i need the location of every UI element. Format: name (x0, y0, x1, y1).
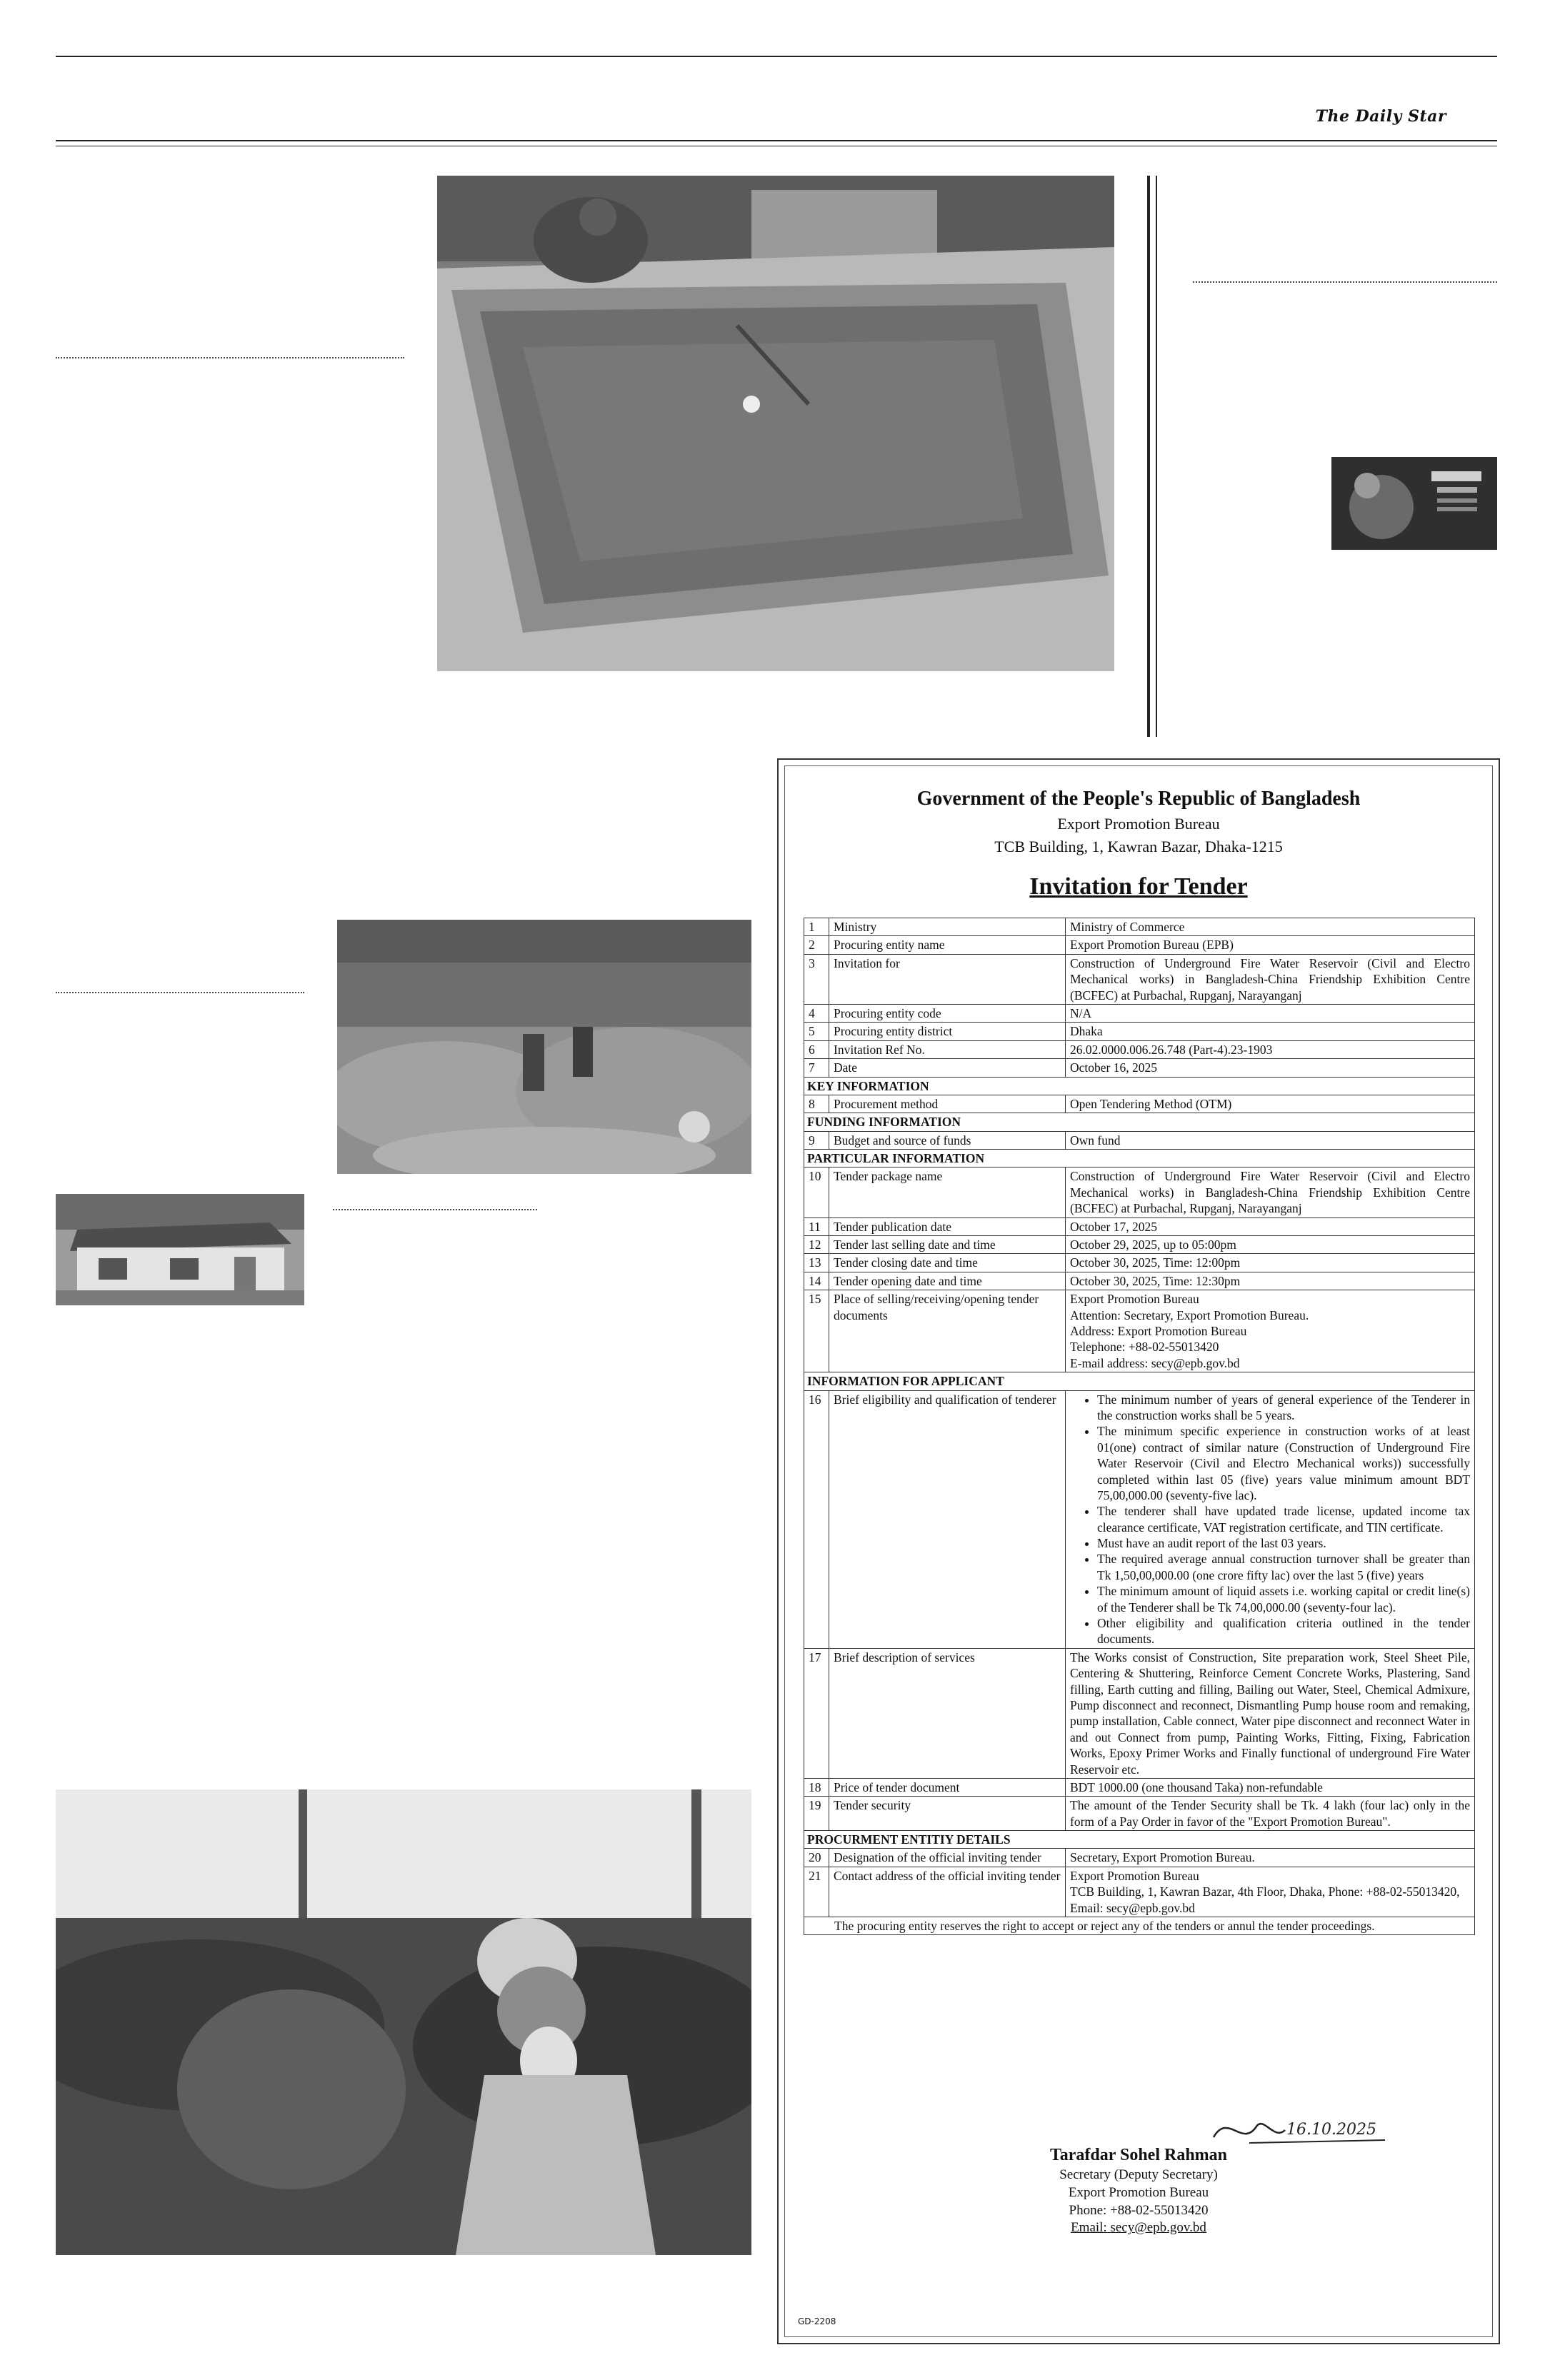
row-value (1066, 1867, 1475, 1917)
row-value: Secretary, Export Promotion Bureau. (1066, 1849, 1475, 1867)
place-phone: Telephone: +88-02-55013420 (1070, 1340, 1219, 1355)
row-label: Contact address of the official inviting tender (829, 1867, 1066, 1917)
row-label: Brief description of services (829, 1648, 1066, 1778)
section-information-for-applicant: INFORMATION FOR APPLICANT (804, 1372, 1475, 1390)
row-number: 12 (804, 1236, 829, 1254)
row-label: Procuring entity code (829, 1004, 1066, 1022)
row-value: Open Tendering Method (OTM) (1066, 1095, 1475, 1113)
place-line: Address: Export Promotion Bureau (1070, 1323, 1247, 1338)
row-value: Own fund (1066, 1131, 1475, 1149)
list-item: • The minimum amount of liquid assets i.e. working capital or credit line(s) of the Tenderer shall be Tk 74,00,000.00 (seventy-four lac). (1097, 1583, 1470, 1615)
tender-bureau: Export Promotion Bureau (1057, 815, 1220, 833)
section-funding-information: FUNDING INFORMATION (804, 1113, 1475, 1131)
row-value: Dhaka (1066, 1023, 1475, 1040)
table-row (804, 954, 1475, 1004)
row-number: 5 (804, 1023, 829, 1040)
tender-notice (777, 758, 1500, 2344)
row-label: Tender security (829, 1797, 1066, 1831)
table-row (804, 1040, 1475, 1058)
row-value: October 30, 2025, Time: 12:00pm (1066, 1254, 1475, 1272)
table-row (804, 1849, 1475, 1867)
table-row (804, 1272, 1475, 1290)
table-row (804, 1254, 1475, 1272)
section-procurement-entity-details: PROCURMENT ENTITIY DETAILS (804, 1831, 1475, 1849)
column-divider (1147, 176, 1150, 737)
table-row (804, 1217, 1475, 1235)
table-row (804, 1867, 1475, 1917)
row-number: 8 (804, 1095, 829, 1113)
row-label: Price of tender document (829, 1778, 1066, 1796)
section-header (804, 1150, 1475, 1168)
table-row (804, 1168, 1475, 1217)
footnote-row (804, 1917, 1475, 1935)
row-label: Tender last selling date and time (829, 1236, 1066, 1254)
table-row (804, 936, 1475, 954)
row-label: Budget and source of funds (829, 1131, 1066, 1149)
tender-inner-border (784, 765, 1493, 2337)
place-line: Attention: Secretary, Export Promotion Bureau. (1070, 1307, 1309, 1322)
dotted-rule (1193, 281, 1497, 283)
signature-date: 16.10.2025 (1286, 2121, 1376, 2139)
row-label: Designation of the official inviting tender (829, 1849, 1066, 1867)
table-row (804, 1648, 1475, 1778)
row-label: Invitation for (829, 954, 1066, 1004)
list-item: • The minimum specific experience in construction works of at least 01(one) contract of similar nature (Construction of Underground Fire Water Reservoir (Civil and Electro Mechanical works)) successfully completed within last 05 (five) years value minimum amount BDT 75,00,000.00 (seventy-five lac). (1097, 1423, 1470, 1503)
row-number: 21 (804, 1867, 829, 1917)
advert-thumbnail (1331, 457, 1497, 550)
row-value (1066, 1290, 1475, 1372)
row-number: 10 (804, 1168, 829, 1217)
masthead-rule-1 (56, 140, 1497, 141)
place-line: Export Promotion Bureau (1070, 1292, 1199, 1307)
row-number: 14 (804, 1272, 829, 1290)
row-value: 26.02.0000.006.26.748 (Part-4).23-1903 (1066, 1040, 1475, 1058)
table-row (804, 918, 1475, 936)
section-key-information: KEY INFORMATION (804, 1077, 1475, 1095)
dotted-rule (333, 1209, 537, 1210)
row-label: Tender opening date and time (829, 1272, 1066, 1290)
masthead-logo: The Daily Star (1315, 107, 1446, 126)
row-value: October 29, 2025, up to 05:00pm (1066, 1236, 1475, 1254)
row-number: 18 (804, 1778, 829, 1796)
row-label: Procuring entity name (829, 936, 1066, 954)
row-number: 4 (804, 1004, 829, 1022)
row-number: 11 (804, 1217, 829, 1235)
row-label: Procurement method (829, 1095, 1066, 1113)
signatory-name: Tarafdar Sohel Rahman (1049, 2146, 1228, 2164)
column-divider (1156, 176, 1157, 737)
row-number: 17 (804, 1648, 829, 1778)
row-value (1066, 1390, 1475, 1648)
signatory-phone: Phone: +88-02-55013420 (1069, 2202, 1209, 2218)
tender-address: TCB Building, 1, Kawran Bazar, Dhaka-1215 (994, 838, 1283, 855)
row-number: 1 (804, 918, 829, 936)
table-row (804, 1023, 1475, 1040)
section-particular-information: PARTICULAR INFORMATION (804, 1150, 1475, 1168)
row-label: Brief eligibility and qualification of tenderer (829, 1390, 1066, 1648)
row-number: 15 (804, 1290, 829, 1372)
row-number: 13 (804, 1254, 829, 1272)
signatory-org: Export Promotion Bureau (1068, 2184, 1209, 2200)
eligibility-list (1070, 1392, 1470, 1647)
gd-code: GD-2208 (798, 2316, 836, 2326)
house-photo (56, 1194, 304, 1305)
row-number: 6 (804, 1040, 829, 1058)
tender-org-title: Government of the People's Republic of Bangladesh (916, 788, 1361, 810)
table-row (804, 1131, 1475, 1149)
tender-table (804, 918, 1475, 1935)
row-label: Date (829, 1059, 1066, 1077)
table-row (804, 1797, 1475, 1831)
quilt-maker-photo (437, 176, 1114, 671)
list-item: • Other eligibility and qualification criteria outlined in the tender documents. (1097, 1615, 1470, 1647)
top-rule (56, 56, 1497, 57)
row-label: Tender closing date and time (829, 1254, 1066, 1272)
contact-line: TCB Building, 1, Kawran Bazar, 4th Floor, Dhaka, Phone: +88-02-55013420, Email: secy@epb.gov.bd (1070, 1884, 1460, 1915)
row-value: N/A (1066, 1004, 1475, 1022)
table-row (804, 1290, 1475, 1372)
list-item: • The minimum number of years of general experience of the Tenderer in the construction works shall be 5 years. (1097, 1392, 1470, 1424)
row-value: October 16, 2025 (1066, 1059, 1475, 1077)
section-header (804, 1831, 1475, 1849)
contact-line: Export Promotion Bureau (1070, 1868, 1199, 1883)
row-value: The Works consist of Construction, Site preparation work, Steel Sheet Pile, Centering & Shuttering, Reinforce Cement Concrete Works, Plastering, Sand filling, Earth cutting and filling, Bailing out Water, Steel, Chemical Admixure, Pump disconnect and reconnect, Dismantling Pump house room and remaking, pump installation, Cable connect, Water pipe disconnect and reconnect Water in and out Connect from pump, Painting Works, Fitting, Fixing, Fabrication Works, Epoxy Primer Works and Finally functional of underground Fire Water Reservoir etc. (1066, 1648, 1475, 1778)
signatory-email: Email: secy@epb.gov.bd (1071, 2220, 1206, 2236)
row-value: Construction of Underground Fire Water Reservoir (Civil and Electro Mechanical works) in Bangladesh-China Friendship Exhibition Centre (BCFEC) at Purbachal, Rupganj, Narayanganj (1066, 1168, 1475, 1217)
table-row (804, 1390, 1475, 1648)
table-row (804, 1778, 1475, 1796)
dotted-rule (56, 357, 404, 358)
row-label: Invitation Ref No. (829, 1040, 1066, 1058)
tender-footnote: The procuring entity reserves the right to accept or reject any of the tenders or annul the tender proceedings. (804, 1917, 1475, 1935)
row-value: Export Promotion Bureau (EPB) (1066, 936, 1475, 954)
row-label: Procuring entity district (829, 1023, 1066, 1040)
row-value: Ministry of Commerce (1066, 918, 1475, 936)
table-row (804, 1095, 1475, 1113)
row-label: Tender package name (829, 1168, 1066, 1217)
row-label: Tender publication date (829, 1217, 1066, 1235)
farmer-photo (56, 1789, 751, 2255)
section-header (804, 1077, 1475, 1095)
row-value: BDT 1000.00 (one thousand Taka) non-refundable (1066, 1778, 1475, 1796)
list-item: • The tenderer shall have updated trade license, updated income tax clearance certificate, VAT registration certificate, and TIN certificate. (1097, 1503, 1470, 1535)
row-value: October 30, 2025, Time: 12:30pm (1066, 1272, 1475, 1290)
table-row (804, 1059, 1475, 1077)
table-row (804, 1004, 1475, 1022)
row-number: 3 (804, 954, 829, 1004)
row-number: 9 (804, 1131, 829, 1149)
row-value: The amount of the Tender Security shall be Tk. 4 lakh (four lac) only in the form of a Pay Order in favor of the "Export Promotion Bureau". (1066, 1797, 1475, 1831)
market-photo (337, 920, 751, 1174)
row-value: October 17, 2025 (1066, 1217, 1475, 1235)
row-label: Place of selling/receiving/opening tender documents (829, 1290, 1066, 1372)
row-number: 20 (804, 1849, 829, 1867)
row-number: 19 (804, 1797, 829, 1831)
tender-invitation-heading: Invitation for Tender (1029, 873, 1248, 900)
row-number: 16 (804, 1390, 829, 1648)
place-email: E-mail address: secy@epb.gov.bd (1070, 1355, 1240, 1370)
section-header (804, 1372, 1475, 1390)
row-value: Construction of Underground Fire Water Reservoir (Civil and Electro Mechanical works) in Bangladesh-China Friendship Exhibition Centre (BCFEC) at Purbachal, Rupganj, Narayanganj (1066, 954, 1475, 1004)
row-number: 2 (804, 936, 829, 954)
signatory-title: Secretary (Deputy Secretary) (1059, 2167, 1218, 2183)
list-item: • Must have an audit report of the last 03 years. (1097, 1535, 1470, 1551)
row-label: Ministry (829, 918, 1066, 936)
signature-block (785, 2144, 1492, 2237)
section-header (804, 1113, 1475, 1131)
table-row (804, 1236, 1475, 1254)
dotted-rule (56, 992, 304, 993)
row-number: 7 (804, 1059, 829, 1077)
list-item: • The required average annual construction turnover shall be greater than Tk 1,50,00,000.00 (one crore fifty lac) over the last 5 (five) years (1097, 1551, 1470, 1583)
